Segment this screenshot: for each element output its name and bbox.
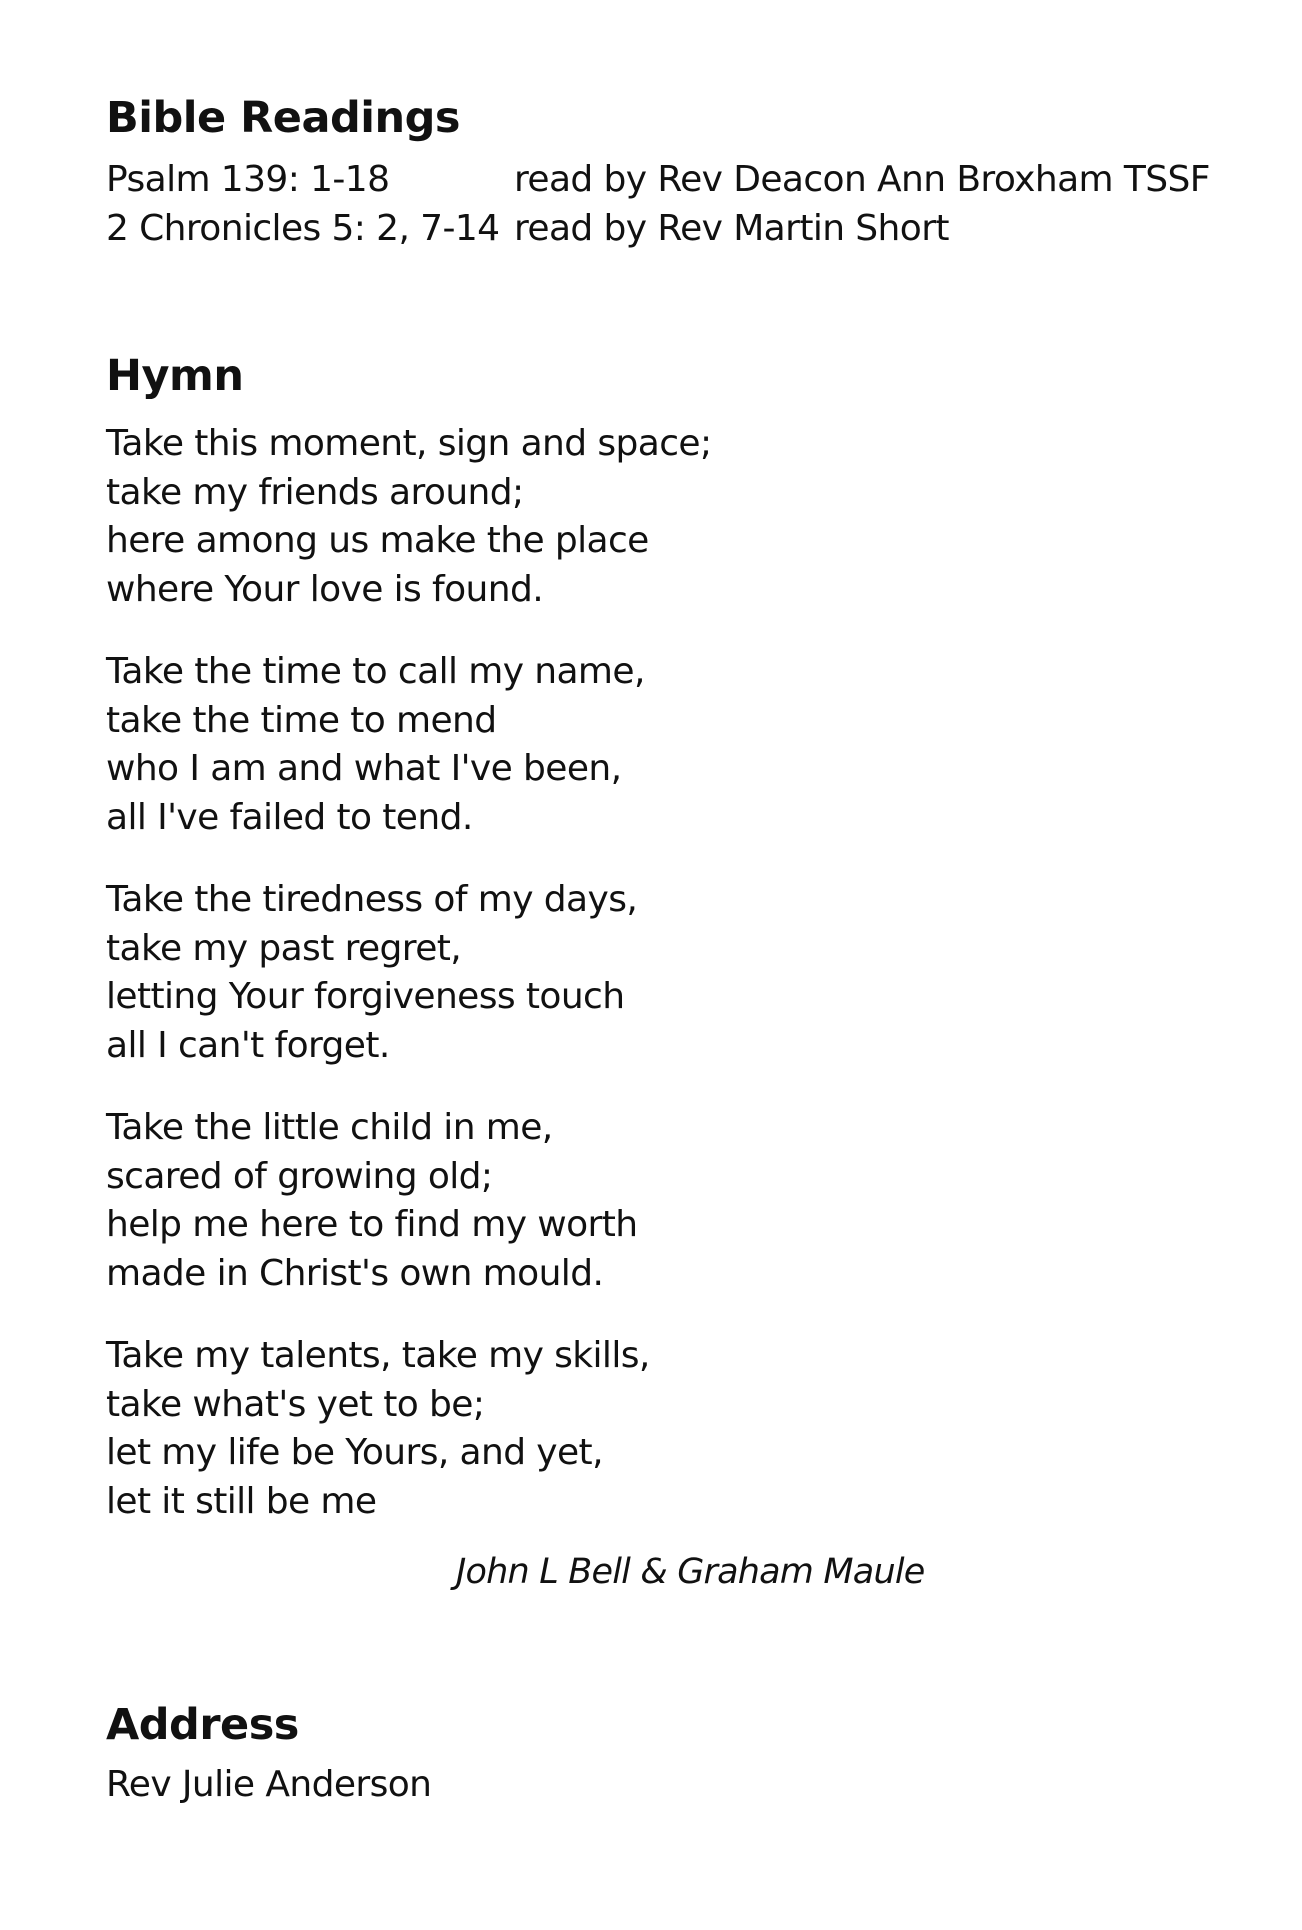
hymn-line: all I can't forget.: [106, 1024, 390, 1066]
address-heading: Address: [106, 1700, 299, 1750]
hymn-line: let it still be me: [106, 1480, 377, 1522]
hymn-line: all I've failed to tend.: [106, 796, 473, 838]
hymn-line: take my friends around;: [106, 471, 524, 513]
hymn-line: scared of growing old;: [106, 1155, 493, 1197]
reading-reader: read by Rev Martin Short: [514, 207, 949, 249]
hymn-line: Take the tiredness of my days,: [106, 879, 638, 920]
hymn-verse: [106, 1332, 1236, 1526]
hymn-line: Take my talents, take my skills,: [106, 1335, 650, 1376]
hymn-heading: Hymn: [106, 351, 244, 401]
hymn-line: take the time to mend: [106, 699, 497, 741]
hymn-line: made in Christ's own mould.: [106, 1252, 604, 1294]
hymn-line: where Your love is found.: [106, 568, 544, 610]
hymn-line: let my life be Yours, and yet,: [106, 1432, 603, 1473]
reading-reference: Psalm 139: 1-18: [106, 159, 390, 200]
hymn-verse: [106, 1104, 1236, 1298]
hymn-verse: [106, 648, 1236, 842]
hymn-line: Take the little child in me,: [106, 1107, 553, 1148]
hymn-line: take my past regret,: [106, 927, 462, 969]
reading-row: [106, 205, 1236, 254]
reading-reference: 2 Chronicles 5: 2, 7-14: [106, 207, 500, 249]
hymn-section: [106, 350, 1236, 1596]
readings-list: [106, 156, 1236, 253]
hymn-attribution: John L Bell & Graham Maule: [456, 1552, 925, 1592]
hymn-line: Take the time to call my name,: [106, 651, 645, 692]
address-section: [106, 1699, 1236, 1810]
reading-row: [106, 156, 1236, 205]
hymn-line: help me here to find my worth: [106, 1204, 638, 1245]
order-of-service-page: [106, 92, 1236, 1810]
bible-readings-section: [106, 92, 1236, 253]
hymn-verse: [106, 876, 1236, 1070]
hymn-line: here among us make the place: [106, 520, 649, 561]
address-speaker: Rev Julie Anderson: [106, 1764, 432, 1805]
hymn-verse: [106, 420, 1236, 614]
hymn-line: letting Your forgiveness touch: [106, 976, 625, 1017]
bible-readings-heading: Bible Readings: [106, 93, 460, 143]
hymn-verses: [106, 420, 1236, 1526]
hymn-line: take what's yet to be;: [106, 1383, 485, 1425]
hymn-line: Take this moment, sign and space;: [106, 423, 712, 464]
reading-reader: read by Rev Deacon Ann Broxham TSSF: [514, 159, 1210, 200]
hymn-line: who I am and what I've been,: [106, 748, 622, 789]
